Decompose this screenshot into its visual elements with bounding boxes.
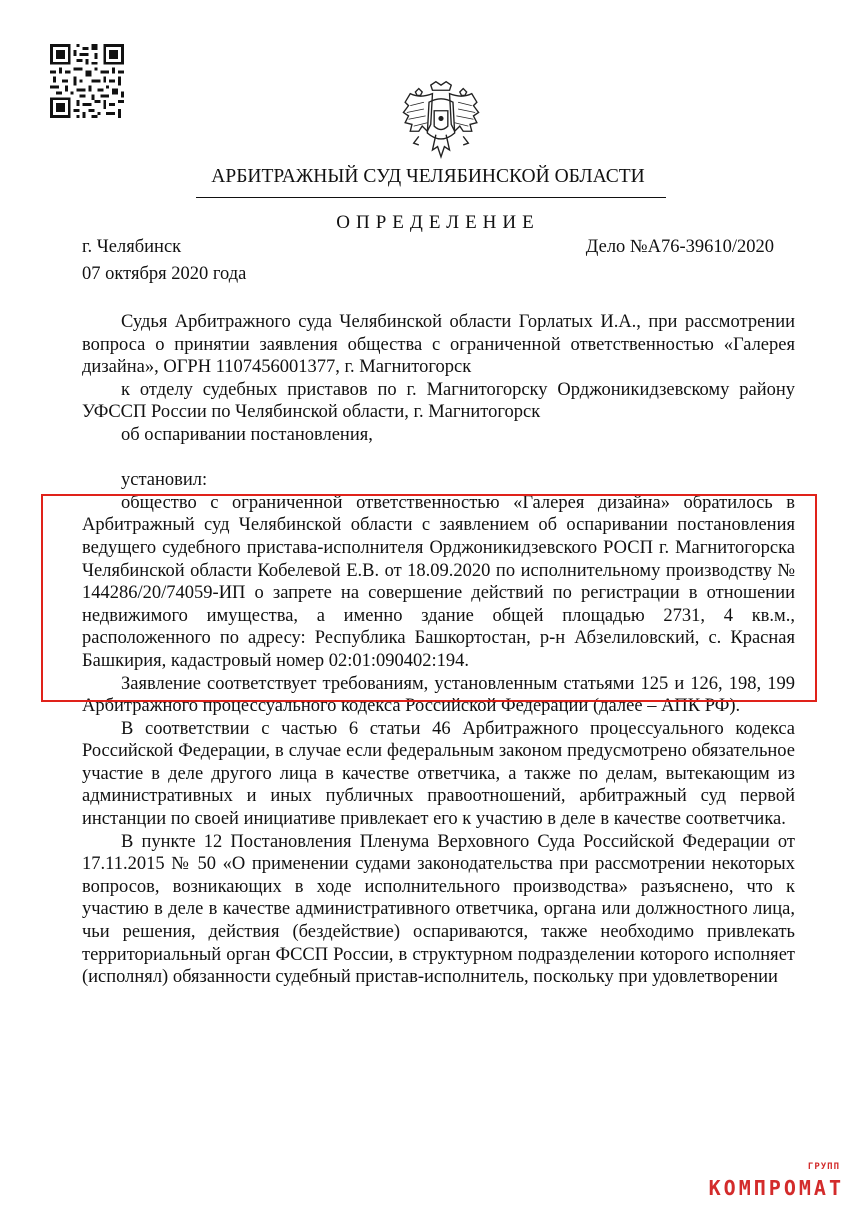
document-city: г. Челябинск [82,237,182,257]
paragraph-subject: об оспаривании постановления, [121,424,373,445]
court-name: АРБИТРАЖНЫЙ СУД ЧЕЛЯБИНСКОЙ ОБЛАСТИ [211,166,645,187]
paragraph-established: установил: [121,470,208,491]
document-date: 07 октября 2020 года [82,264,247,284]
qr-code-icon [50,44,124,118]
watermark-superscript: ГРУПП [807,1162,840,1172]
paragraph-plenum: В пункте 12 Постановления Пленума Верховного Суда Российской Федерации от 17.11.2015 № 50 «О применении судами законодательства при рассмотрении некоторых вопросов, возникающих в ходе исполнительного производства» разъяснено, что к участию в деле в качестве административного ответчика, органа или должностного лица, чьи решения, действия (бездействие) оспариваются, также необходимо привлекать территориальный орган ФССП России, в структурном подразделении которого исполняет (исполнял) обязанности судебный пристав-исполнитель, поскольку при удовлетворении [82,831,795,988]
watermark-main: КОМПРОМАТ [708,1176,844,1200]
document-place-date [82,234,246,288]
document-type: ОПРЕДЕЛЕНИЕ [336,212,540,233]
watermark [708,1162,844,1200]
case-number: Дело №А76-39610/2020 [585,237,774,257]
coat-of-arms-icon [398,80,484,162]
highlight-annotation [41,494,817,702]
paragraph-requirements: Заявление соответствует требованиям, установленным статьями 125 и 126, 198, 199 Арбитражного процессуального кодекса Российской Федерации (далее – АПК РФ). [82,673,795,717]
paragraph-article-46: В соответствии с частью 6 статьи 46 Арбитражного процессуального кодекса Российской Федерации, в случае если федеральным законом предусмотрено обязательное участие в деле другого лица в качестве ответчика, а также по делам, вытекающим из административных и иных публичных правоотношений, арбитражный суд первой инстанции по своей инициативе привлекает его к участию в деле в качестве соответчика. [82,718,795,830]
paragraph-highlighted-claim: общество с ограниченной ответственностью «Галерея дизайна» обратилось в Арбитражный суд Челябинской области с заявлением об оспаривании постановления ведущего судебного пристава-исполнителя Орджоникидзевского РОСП г. Магнитогорска Челябинской области Кобелевой Е.В. от 18.09.2020 по исполнительному производству № 144286/20/74059-ИП о запрете на совершение действий по регистрации в отношении недвижимого имущества, а именно здание общей площадью 2731, 4 кв.м., расположенного по адресу: Республика Башкортостан, р-н Абзелиловский, с. Красная Башкирия, кадастровый номер 02:01:090402:194. [82,492,795,671]
paragraph-intro: Судья Арбитражного суда Челябинской области Горлатых И.А., при рассмотрении вопроса о принятии заявления общества с ограниченной ответственностью «Галерея дизайна», ОГРН 1107456001377, г. Магнитогорск [82,312,795,378]
header-divider [196,197,666,198]
paragraph-respondent: к отделу судебных приставов по г. Магнитогорску Орджоникидзевскому району УФССП России по Челябинской области, г. Магнитогорск [82,379,795,423]
